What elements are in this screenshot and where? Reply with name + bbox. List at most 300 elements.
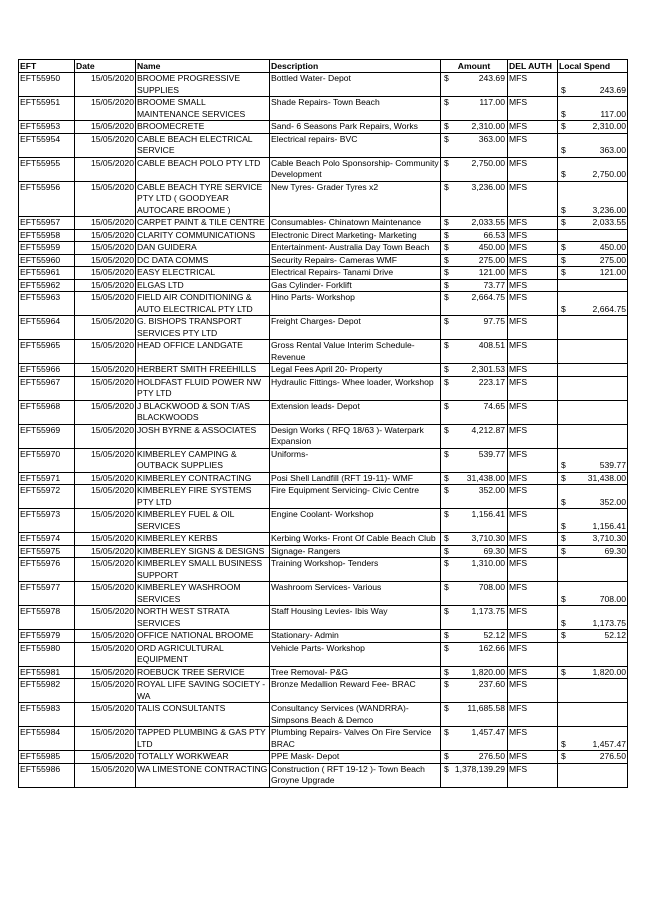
del-auth-cell: MFS (508, 121, 558, 134)
amount-cell (441, 545, 508, 558)
currency-symbol: $ (444, 279, 449, 290)
local-spend-cell (558, 316, 628, 340)
currency-symbol: $ (444, 763, 449, 774)
date-cell: 15/05/2020 (75, 340, 136, 364)
name-cell: CABLE BEACH TYRE SERVICE PTY LTD ( GOODYEAR AUTOCARE BROOME ) (136, 181, 270, 217)
table-row (19, 727, 628, 751)
currency-symbol: $ (561, 169, 566, 179)
currency-symbol: $ (444, 582, 449, 592)
amount-value: 74.65 (483, 400, 505, 411)
name-cell: KIMBERLEY KERBS (136, 533, 270, 546)
amount-cell (441, 642, 508, 666)
header-del-auth: DEL AUTH (508, 60, 558, 73)
amount-cell (441, 400, 508, 424)
currency-symbol: $ (444, 424, 449, 435)
currency-symbol: $ (444, 642, 449, 653)
table-row (19, 642, 628, 666)
currency-symbol: $ (444, 400, 449, 411)
date-cell: 15/05/2020 (75, 316, 136, 340)
table-row (19, 606, 628, 630)
del-auth-cell: MFS (508, 73, 558, 97)
del-auth-cell: MFS (508, 400, 558, 424)
del-auth-cell: MFS (508, 364, 558, 377)
table-row (19, 751, 628, 764)
amount-value: 243.69 (478, 73, 505, 83)
currency-symbol: $ (561, 145, 566, 155)
description-cell: Bronze Medallion Reward Fee- BRAC (270, 679, 441, 703)
description-cell: Washroom Services- Various (270, 582, 441, 606)
name-cell: BROOMECRETE (136, 121, 270, 134)
local-spend-cell (558, 606, 628, 630)
local-spend-cell (558, 727, 628, 751)
date-cell: 15/05/2020 (75, 267, 136, 280)
eft-cell: EFT55951 (19, 97, 75, 121)
amount-value: 408.51 (478, 340, 505, 350)
local-spend-cell (558, 472, 628, 485)
currency-symbol: $ (444, 267, 449, 277)
local-spend-value: 2,033.55 (592, 217, 626, 227)
amount-value: 223.17 (478, 376, 505, 387)
currency-symbol: $ (444, 606, 449, 616)
name-cell: DC DATA COMMS (136, 254, 270, 267)
amount-value: 275.00 (478, 254, 505, 265)
description-cell: Shade Repairs- Town Beach (270, 97, 441, 121)
table-row (19, 448, 628, 472)
local-spend-cell (558, 642, 628, 666)
currency-symbol: $ (444, 181, 449, 192)
eft-cell: EFT55974 (19, 533, 75, 546)
date-cell: 15/05/2020 (75, 73, 136, 97)
currency-symbol: $ (444, 509, 449, 519)
description-cell: Legal Fees April 20- Property (270, 364, 441, 377)
currency-symbol: $ (561, 593, 566, 604)
table-row (19, 73, 628, 97)
local-spend-cell (558, 630, 628, 643)
eft-cell: EFT55956 (19, 181, 75, 217)
date-cell: 15/05/2020 (75, 545, 136, 558)
name-cell: OFFICE NATIONAL BROOME (136, 630, 270, 643)
amount-value: 352.00 (478, 485, 505, 495)
header-row (19, 60, 628, 73)
eft-cell: EFT55955 (19, 157, 75, 181)
amount-cell (441, 666, 508, 679)
del-auth-cell: MFS (508, 642, 558, 666)
amount-value: 1,378,139.29 (454, 763, 505, 774)
amount-value: 237.60 (478, 679, 505, 689)
del-auth-cell: MFS (508, 606, 558, 630)
header-eft: EFT (19, 60, 75, 73)
del-auth-cell: MFS (508, 703, 558, 727)
local-spend-cell (558, 267, 628, 280)
amount-cell (441, 97, 508, 121)
name-cell: CABLE BEACH ELECTRICAL SERVICE (136, 133, 270, 157)
amount-value: 2,310.00 (471, 121, 505, 131)
eft-cell: EFT55965 (19, 340, 75, 364)
eft-cell: EFT55957 (19, 217, 75, 230)
currency-symbol: $ (444, 376, 449, 387)
currency-symbol: $ (444, 157, 449, 168)
local-spend-cell (558, 229, 628, 242)
currency-symbol: $ (444, 558, 449, 568)
eft-cell: EFT55984 (19, 727, 75, 751)
currency-symbol: $ (444, 229, 449, 240)
date-cell: 15/05/2020 (75, 279, 136, 292)
amount-value: 4,212.87 (471, 424, 505, 435)
name-cell: KIMBERLEY FUEL & OIL SERVICES (136, 509, 270, 533)
date-cell: 15/05/2020 (75, 121, 136, 134)
amount-cell (441, 485, 508, 509)
amount-value: 97.75 (483, 316, 505, 326)
name-cell: HEAD OFFICE LANDGATE (136, 340, 270, 364)
local-spend-value: 121.00 (599, 267, 626, 277)
currency-symbol: $ (444, 448, 449, 459)
currency-symbol: $ (561, 630, 566, 640)
amount-value: 162.66 (478, 642, 505, 653)
eft-cell: EFT55966 (19, 364, 75, 377)
eft-cell: EFT55962 (19, 279, 75, 292)
description-cell: Plumbing Repairs- Valves On Fire Service BRAC (270, 727, 441, 751)
local-spend-cell (558, 558, 628, 582)
table-row (19, 229, 628, 242)
local-spend-cell (558, 545, 628, 558)
date-cell: 15/05/2020 (75, 558, 136, 582)
description-cell: Hino Parts- Workshop (270, 292, 441, 316)
date-cell: 15/05/2020 (75, 157, 136, 181)
table-row (19, 181, 628, 217)
eft-cell: EFT55985 (19, 751, 75, 764)
eft-cell: EFT55963 (19, 292, 75, 316)
amount-value: 11,685.58 (467, 703, 505, 713)
amount-cell (441, 630, 508, 643)
currency-symbol: $ (444, 630, 449, 640)
local-spend-cell (558, 292, 628, 316)
description-cell: Staff Housing Levies- Ibis Way (270, 606, 441, 630)
currency-symbol: $ (561, 751, 566, 761)
description-cell: Cable Beach Polo Sponsorship- Community Development (271, 157, 439, 179)
del-auth-cell: MFS (508, 254, 558, 267)
date-cell: 15/05/2020 (75, 133, 136, 157)
currency-symbol: $ (444, 292, 449, 302)
currency-symbol: $ (444, 97, 449, 107)
description-cell: Signage- Rangers (270, 545, 441, 558)
eft-cell: EFT55977 (19, 582, 75, 606)
amount-cell (441, 73, 508, 97)
currency-symbol: $ (561, 472, 566, 483)
amount-value: 708.00 (478, 582, 505, 592)
del-auth-cell: MFS (508, 582, 558, 606)
description-cell: Consultancy Services (WANDRRA)- Simpsons Beach & Demco (270, 703, 441, 727)
amount-value: 121.00 (478, 267, 505, 277)
currency-symbol: $ (444, 485, 449, 495)
date-cell: 15/05/2020 (75, 217, 136, 230)
amount-value: 1,173.75 (471, 606, 505, 616)
amount-cell (441, 703, 508, 727)
currency-symbol: $ (561, 666, 566, 677)
amount-value: 69.30 (483, 545, 505, 556)
name-cell: CABLE BEACH POLO PTY LTD (136, 157, 270, 181)
local-spend-cell (558, 364, 628, 377)
table-row (19, 217, 628, 230)
currency-symbol: $ (444, 751, 449, 761)
description-cell: Fire Equipment Servicing- Civic Centre (270, 485, 441, 509)
del-auth-cell: MFS (508, 485, 558, 509)
name-cell: CARPET PAINT & TILE CENTRE (136, 217, 270, 230)
currency-symbol: $ (444, 545, 449, 556)
amount-value: 2,033.55 (471, 217, 505, 227)
amount-value: 1,457.47 (471, 727, 505, 737)
currency-symbol: $ (561, 460, 566, 470)
amount-cell (441, 727, 508, 751)
eft-cell: EFT55981 (19, 666, 75, 679)
name-cell: TALIS CONSULTANTS (136, 703, 270, 727)
name-cell: KIMBERLEY CAMPING & OUTBACK SUPPLIES (136, 448, 270, 472)
table-row (19, 279, 628, 292)
table-row (19, 157, 628, 181)
name-cell: NORTH WEST STRATA SERVICES (136, 606, 270, 630)
name-cell: BROOME SMALL MAINTENANCE SERVICES (136, 97, 270, 121)
local-spend-cell (558, 97, 628, 121)
del-auth-cell: MFS (508, 340, 558, 364)
eft-cell: EFT55958 (19, 229, 75, 242)
date-cell: 15/05/2020 (75, 666, 136, 679)
local-spend-value: 352.00 (599, 496, 626, 507)
table-row (19, 485, 628, 509)
description-cell: Gas Cylinder- Forklift (270, 279, 441, 292)
table-row (19, 424, 628, 448)
del-auth-cell: MFS (508, 181, 558, 217)
currency-symbol: $ (444, 364, 449, 374)
date-cell: 15/05/2020 (75, 703, 136, 727)
amount-value: 117.00 (479, 97, 505, 107)
date-cell: 15/05/2020 (75, 242, 136, 255)
amount-value: 276.50 (478, 751, 505, 761)
table-row (19, 133, 628, 157)
table-row (19, 533, 628, 546)
local-spend-value: 276.50 (599, 751, 626, 761)
currency-symbol: $ (561, 108, 566, 119)
amount-cell (441, 157, 508, 181)
description-cell: PPE Mask- Depot (270, 751, 441, 764)
currency-symbol: $ (561, 545, 566, 556)
local-spend-cell (558, 340, 628, 364)
eft-cell: EFT55971 (19, 472, 75, 485)
local-spend-value: 1,820.00 (592, 666, 626, 677)
amount-value: 3,710.30 (471, 533, 505, 543)
amount-cell (441, 181, 508, 217)
eft-cell: EFT55978 (19, 606, 75, 630)
date-cell: 15/05/2020 (75, 292, 136, 316)
currency-symbol: $ (444, 217, 449, 227)
date-cell: 15/05/2020 (75, 254, 136, 267)
description-cell: Electrical repairs- BVC (270, 133, 441, 157)
del-auth-cell: MFS (508, 424, 558, 448)
date-cell: 15/05/2020 (75, 376, 136, 400)
description-cell: Electrical Repairs- Tanami Drive (270, 267, 441, 280)
amount-value: 66.53 (483, 229, 505, 240)
currency-symbol: $ (561, 84, 566, 95)
table-row (19, 703, 628, 727)
currency-symbol: $ (444, 73, 449, 83)
local-spend-cell (558, 157, 628, 181)
local-spend-cell (558, 254, 628, 267)
eft-cell: EFT55973 (19, 509, 75, 533)
name-cell: HERBERT SMITH FREEHILLS (136, 364, 270, 377)
eft-cell: EFT55982 (19, 679, 75, 703)
description-cell: Kerbing Works- Front Of Cable Beach Club (270, 533, 441, 546)
table-row (19, 121, 628, 134)
table-row (19, 558, 628, 582)
currency-symbol: $ (444, 533, 449, 543)
del-auth-cell: MFS (508, 727, 558, 751)
amount-value: 1,310.00 (471, 558, 505, 568)
table-row (19, 400, 628, 424)
description-cell: Bottled Water- Depot (270, 73, 441, 97)
date-cell: 15/05/2020 (75, 509, 136, 533)
description-cell: Extension leads- Depot (270, 400, 441, 424)
table-row (19, 472, 628, 485)
eft-cell: EFT55950 (19, 73, 75, 97)
amount-value: 52.12 (483, 630, 505, 640)
table-row (19, 376, 628, 400)
local-spend-value: 3,710.30 (592, 533, 626, 543)
currency-symbol: $ (444, 679, 449, 689)
name-cell: FIELD AIR CONDITIONING & AUTO ELECTRICAL PTY LTD (136, 292, 270, 316)
local-spend-value: 2,310.00 (592, 121, 626, 131)
name-cell: ORD AGRICULTURAL EQUIPMENT (136, 642, 270, 666)
name-cell: TAPPED PLUMBING & GAS PTY LTD (136, 727, 270, 751)
currency-symbol: $ (444, 703, 449, 713)
currency-symbol: $ (444, 727, 449, 737)
table-row (19, 254, 628, 267)
currency-symbol: $ (444, 133, 449, 144)
table-row (19, 509, 628, 533)
description-cell: Gross Rental Value Interim Schedule- Revenue (270, 340, 441, 364)
eft-cell: EFT55980 (19, 642, 75, 666)
del-auth-cell: MFS (508, 292, 558, 316)
amount-value: 2,301.53 (471, 364, 505, 374)
description-cell: Consumables- Chinatown Maintenance (270, 217, 441, 230)
name-cell: KIMBERLEY CONTRACTING (136, 472, 270, 485)
amount-value: 3,236.00 (471, 181, 505, 192)
local-spend-value: 243.69 (599, 84, 626, 95)
eft-cell: EFT55961 (19, 267, 75, 280)
name-cell: EASY ELECTRICAL (136, 267, 270, 280)
name-cell: KIMBERLEY FIRE SYSTEMS PTY LTD (136, 485, 270, 509)
amount-cell (441, 121, 508, 134)
amount-cell (441, 558, 508, 582)
table-row (19, 582, 628, 606)
local-spend-cell (558, 376, 628, 400)
local-spend-value: 3,236.00 (592, 204, 626, 215)
description-cell: Vehicle Parts- Workshop (270, 642, 441, 666)
amount-value: 73.77 (483, 279, 505, 290)
date-cell: 15/05/2020 (75, 448, 136, 472)
name-cell: HOLDFAST FLUID POWER NW PTY LTD (136, 376, 270, 400)
local-spend-cell (558, 121, 628, 134)
local-spend-cell (558, 509, 628, 533)
date-cell: 15/05/2020 (75, 97, 136, 121)
currency-symbol: $ (561, 242, 566, 252)
date-cell: 15/05/2020 (75, 400, 136, 424)
amount-value: 2,664.75 (471, 292, 505, 302)
date-cell: 15/05/2020 (75, 606, 136, 630)
local-spend-value: 2,664.75 (592, 303, 626, 314)
description-cell: Training Workshop- Tenders (270, 558, 441, 582)
local-spend-cell (558, 751, 628, 764)
local-spend-cell (558, 533, 628, 546)
amount-cell (441, 509, 508, 533)
amount-cell (441, 376, 508, 400)
eft-cell: EFT55975 (19, 545, 75, 558)
currency-symbol: $ (444, 121, 449, 131)
description-cell: Security Repairs- Cameras WMF (270, 254, 441, 267)
eft-cell: EFT55968 (19, 400, 75, 424)
local-spend-value: 31,438.00 (587, 472, 626, 483)
currency-symbol: $ (561, 217, 566, 227)
del-auth-cell: MFS (508, 679, 558, 703)
local-spend-value: 69.30 (604, 545, 626, 556)
local-spend-value: 117.00 (600, 108, 626, 119)
description-cell: Entertainment- Australia Day Town Beach (270, 242, 441, 255)
local-spend-cell (558, 582, 628, 606)
eft-cell: EFT55969 (19, 424, 75, 448)
description-cell: New Tyres- Grader Tyres x2 (270, 181, 441, 217)
eft-cell: EFT55954 (19, 133, 75, 157)
eft-cell: EFT55967 (19, 376, 75, 400)
local-spend-cell (558, 424, 628, 448)
currency-symbol: $ (561, 617, 566, 628)
currency-symbol: $ (561, 533, 566, 543)
local-spend-value: 363.00 (599, 145, 626, 155)
amount-cell (441, 254, 508, 267)
local-spend-value: 2,750.00 (592, 169, 626, 179)
amount-cell (441, 340, 508, 364)
currency-symbol: $ (444, 666, 449, 677)
description-cell: Stationary- Admin (270, 630, 441, 643)
table-row (19, 364, 628, 377)
description-cell: Hydraulic Fittings- Whee loader, Workshop (270, 376, 441, 400)
eft-cell: EFT55986 (19, 763, 75, 787)
local-spend-cell (558, 133, 628, 157)
name-cell: DAN GUIDERA (136, 242, 270, 255)
amount-cell (441, 217, 508, 230)
description-cell: Electronic Direct Marketing- Marketing (270, 229, 441, 242)
currency-symbol: $ (561, 520, 566, 531)
local-spend-cell (558, 217, 628, 230)
description-cell: Uniforms- (270, 448, 441, 472)
eft-cell: EFT55972 (19, 485, 75, 509)
eft-cell: EFT55964 (19, 316, 75, 340)
amount-cell (441, 679, 508, 703)
local-spend-cell (558, 181, 628, 217)
name-cell: J BLACKWOOD & SON T/AS BLACKWOODS (136, 400, 270, 424)
del-auth-cell: MFS (508, 133, 558, 157)
amount-cell (441, 279, 508, 292)
name-cell: BROOME PROGRESSIVE SUPPLIES (136, 73, 270, 97)
local-spend-cell (558, 679, 628, 703)
currency-symbol: $ (444, 316, 449, 326)
description-cell: Freight Charges- Depot (270, 316, 441, 340)
del-auth-cell: MFS (508, 630, 558, 643)
name-cell: JOSH BYRNE & ASSOCIATES (136, 424, 270, 448)
description-cell: Tree Removal- P&G (270, 666, 441, 679)
description-cell: Design Works ( RFQ 18/63 )- Waterpark Expansion (270, 424, 441, 448)
del-auth-cell: MFS (508, 229, 558, 242)
amount-cell (441, 267, 508, 280)
local-spend-cell (558, 703, 628, 727)
del-auth-cell: MFS (508, 279, 558, 292)
currency-symbol: $ (561, 254, 566, 265)
